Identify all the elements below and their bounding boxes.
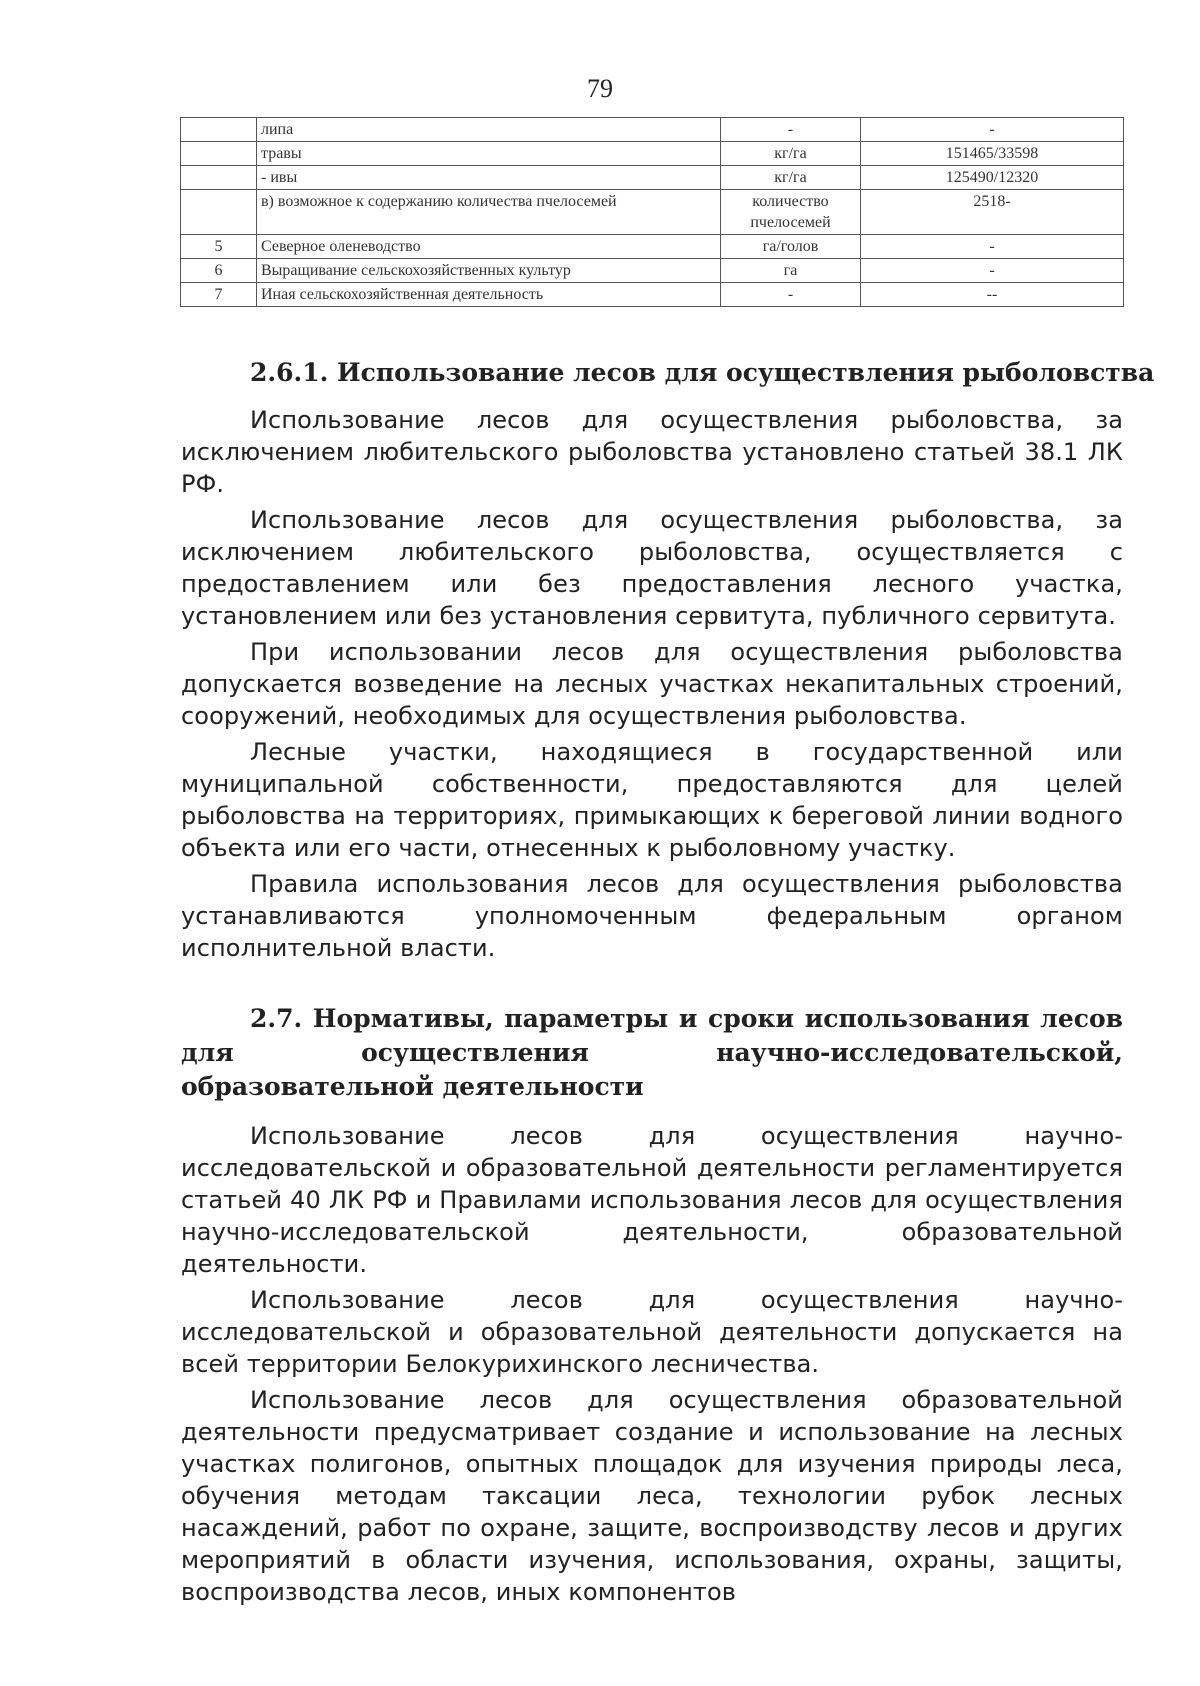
row-name-cell: в) возможное к содержанию количества пчелосемей bbox=[257, 190, 721, 235]
page-number: 79 bbox=[587, 74, 613, 103]
row-name-cell: - ивы bbox=[257, 166, 721, 190]
row-number-cell: 7 bbox=[181, 283, 257, 307]
land-use-table bbox=[180, 117, 1124, 307]
paragraph: Использование лесов для осуществления научно-исследовательской и образовательной деятельности регламентируется статьей 40 ЛК РФ и Правилами использования лесов для осуществления научно-исследовательской деятельности, образовательной деятельности. bbox=[181, 1122, 1123, 1278]
row-number-cell: 6 bbox=[181, 259, 257, 283]
row-number-cell bbox=[181, 190, 257, 235]
row-name-cell: травы bbox=[257, 142, 721, 166]
row-value-cell: 2518- bbox=[861, 190, 1124, 235]
paragraph: Использование лесов для осуществления рыболовства, за исключением любительского рыболовства, осуществляется с предоставлением или без предоставления лесного участка, установлением или без установления сервитута, публичного сервитута. bbox=[181, 506, 1123, 630]
row-unit-cell: га/голов bbox=[721, 235, 861, 259]
row-value-cell: - bbox=[861, 118, 1124, 142]
paragraph: При использовании лесов для осуществления рыболовства допускается возведение на лесных участках некапитальных строений, сооружений, необходимых для осуществления рыболовства. bbox=[181, 638, 1123, 730]
row-number-cell bbox=[181, 166, 257, 190]
table-row bbox=[181, 190, 1124, 235]
section-2-6-1-body bbox=[181, 404, 1123, 964]
table-row bbox=[181, 283, 1124, 307]
row-name-cell: липа bbox=[257, 118, 721, 142]
paragraph: Использование лесов для осуществления образовательной деятельности предусматривает создание и использование на лесных участках полигонов, опытных площадок для изучения природы леса, обучения методам таксации леса, технологии рубок лесных насаждений, работ по охране, защите, воспроизводству лесов и других мероприятий в области изучения, использования, охраны, защиты, воспроизводства лесов, иных компонентов bbox=[181, 1386, 1123, 1606]
paragraph: Использование лесов для осуществления научно-исследовательской и образовательной деятельности допускается на всей территории Белокурихинского лесничества. bbox=[181, 1286, 1123, 1378]
row-value-cell: - bbox=[861, 259, 1124, 283]
row-number-cell: 5 bbox=[181, 235, 257, 259]
row-unit-cell: количество пчелосемей bbox=[721, 190, 861, 235]
row-unit-cell: га bbox=[721, 259, 861, 283]
row-number-cell bbox=[181, 118, 257, 142]
table-body bbox=[181, 118, 1124, 307]
row-unit-cell: - bbox=[721, 118, 861, 142]
row-value-cell: 125490/12320 bbox=[861, 166, 1124, 190]
row-value-cell: -- bbox=[861, 283, 1124, 307]
section-2-7-body bbox=[181, 1120, 1123, 1608]
row-unit-cell: кг/га bbox=[721, 166, 861, 190]
row-name-cell: Северное оленеводство bbox=[257, 235, 721, 259]
table-row bbox=[181, 235, 1124, 259]
table-row bbox=[181, 259, 1124, 283]
section-2-7-title-text: 2.7. Нормативы, параметры и сроки использования лесов для осуществления научно-исследовательской, образовательной деятельности bbox=[181, 1004, 1123, 1101]
row-unit-cell: кг/га bbox=[721, 142, 861, 166]
paragraph: Правила использования лесов для осуществления рыболовства устанавливаются уполномоченным федеральным органом исполнительной власти. bbox=[181, 870, 1123, 962]
section-2-7-title bbox=[181, 1002, 1123, 1104]
table-row bbox=[181, 118, 1124, 142]
row-number-cell bbox=[181, 142, 257, 166]
row-name-cell: Выращивание сельскохозяйственных культур bbox=[257, 259, 721, 283]
paragraph: Лесные участки, находящиеся в государственной или муниципальной собственности, предоставляются для целей рыболовства на территориях, примыкающих к береговой линии водного объекта или его части, отнесенных к рыболовному участку. bbox=[181, 738, 1123, 862]
row-name-cell: Иная сельскохозяйственная деятельность bbox=[257, 283, 721, 307]
table-row bbox=[181, 166, 1124, 190]
row-unit-cell: - bbox=[721, 283, 861, 307]
paragraph: Использование лесов для осуществления рыболовства, за исключением любительского рыболовства установлено статьей 38.1 ЛК РФ. bbox=[181, 406, 1123, 498]
table-row bbox=[181, 142, 1124, 166]
section-2-6-1-title: 2.6.1. Использование лесов для осуществления рыболовства bbox=[250, 358, 1155, 387]
row-value-cell: 151465/33598 bbox=[861, 142, 1124, 166]
row-value-cell: - bbox=[861, 235, 1124, 259]
